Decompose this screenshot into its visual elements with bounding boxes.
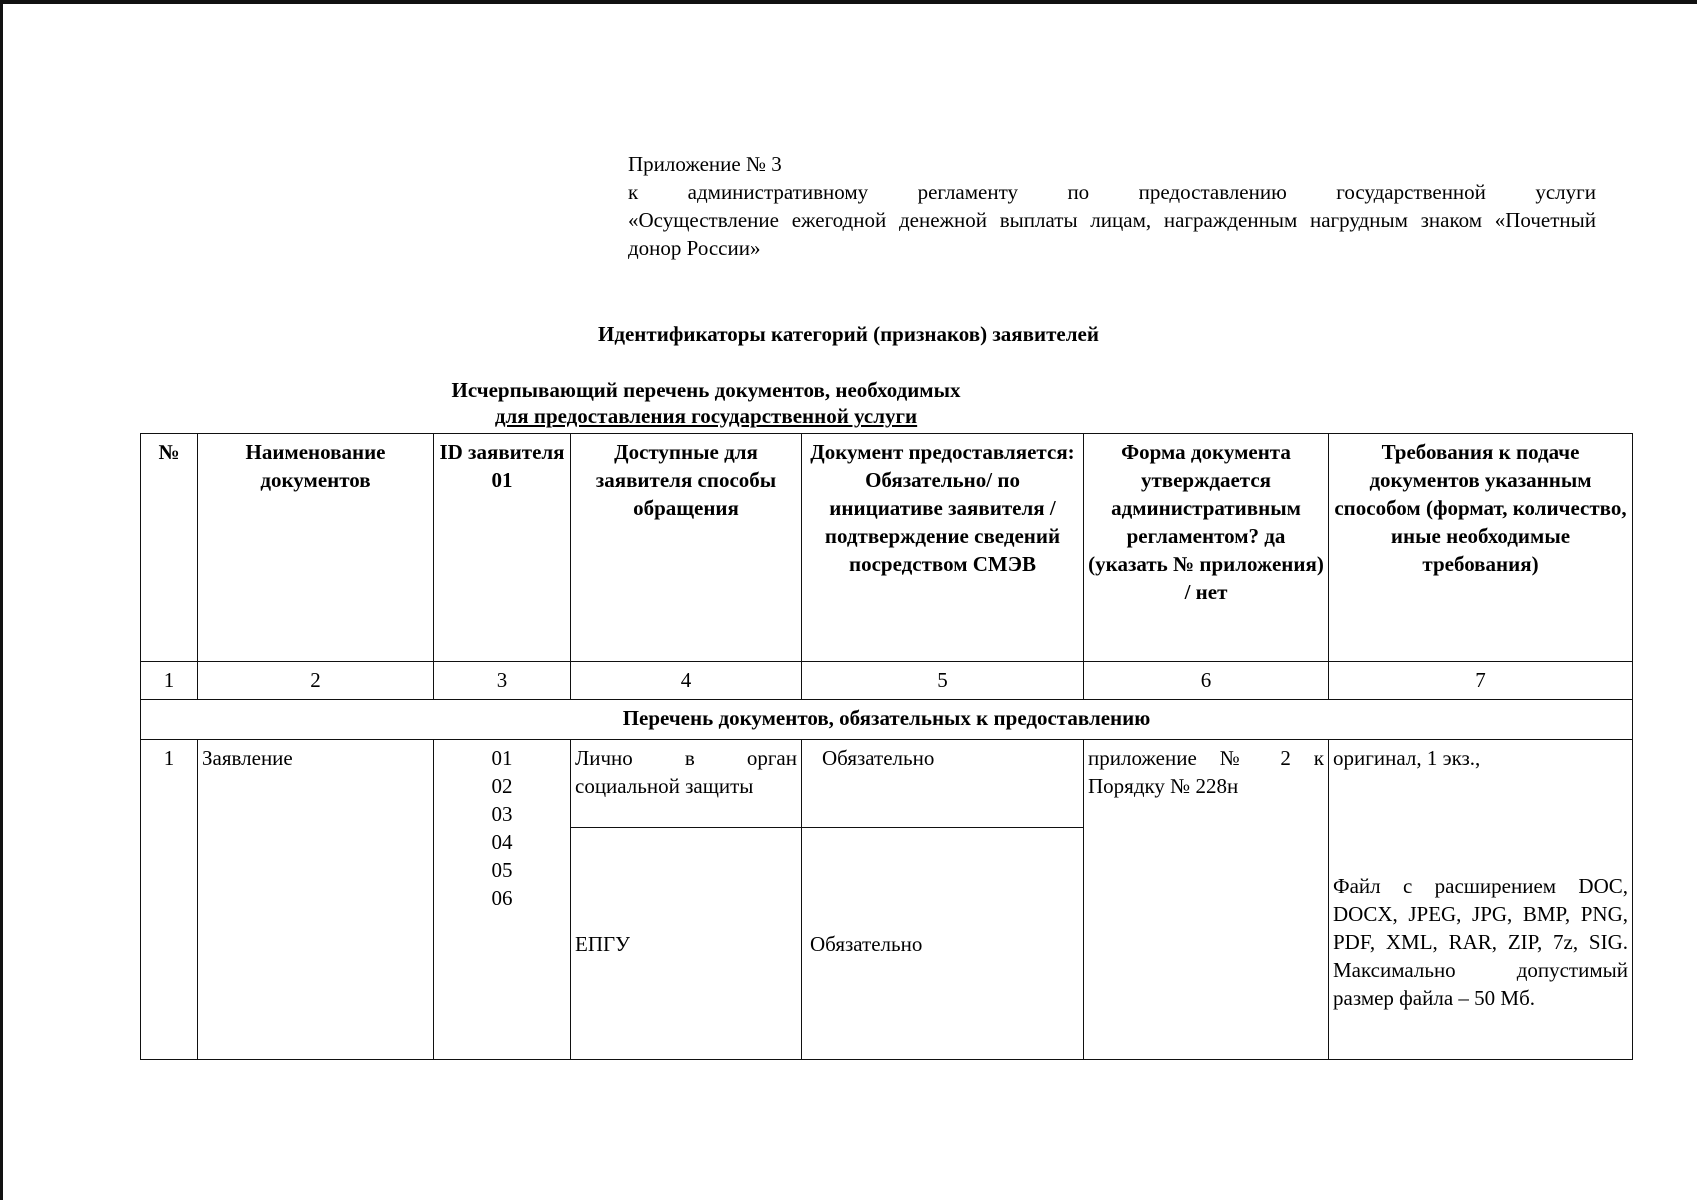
appendix-line-1: к административному регламенту по предоставлению государственной услуги xyxy=(628,180,1596,204)
applicant-id: 01 xyxy=(491,746,513,770)
row-form: приложение № 2 к Порядку № 228н xyxy=(1084,740,1329,1060)
row-requirements xyxy=(1329,740,1633,1060)
header-num: № xyxy=(141,434,198,662)
identifiers-heading: Идентификаторы категорий (признаков) заявителей xyxy=(598,322,1099,346)
applicant-id: 02 xyxy=(491,774,513,798)
scan-left-border xyxy=(0,0,3,1200)
header-id: ID заявителя 01 xyxy=(434,434,571,662)
appendix-line-3: донор России» xyxy=(628,236,761,260)
row-way-epgu: ЕПГУ xyxy=(571,828,802,1060)
table-row xyxy=(141,740,1633,828)
scan-top-border xyxy=(0,0,1697,4)
row-way-in-person: Лично в орган социальной защиты xyxy=(571,740,802,828)
list-heading-line-1: Исчерпывающий перечень документов, необходимых xyxy=(451,378,961,402)
applicant-id: 05 xyxy=(491,858,513,882)
header-requirements: Требования к подаче документов указанным способом (формат, количество, иные необходимые требования) xyxy=(1329,434,1633,662)
row-num: 1 xyxy=(141,740,198,1060)
header-row xyxy=(141,434,1633,662)
row-doc-name: Заявление xyxy=(198,740,434,1060)
appendix-block xyxy=(628,150,1596,262)
appendix-title: Приложение № 3 xyxy=(628,152,782,176)
column-number: 6 xyxy=(1084,662,1329,700)
column-number: 1 xyxy=(141,662,198,700)
column-number: 7 xyxy=(1329,662,1633,700)
column-number: 2 xyxy=(198,662,434,700)
row-provided-epgu: Обязательно xyxy=(802,828,1084,1060)
list-heading-line-2: для предоставления государственной услуги xyxy=(494,404,918,428)
requirement-file: Файл с расширением DOC, DOCX, JPEG, JPG, BMP, PNG, PDF, XML, RAR, ZIP, 7z, SIG. Максимально допустимый размер файла – 50 Мб. xyxy=(1333,874,1628,1010)
applicant-id: 03 xyxy=(491,802,513,826)
row-applicant-ids xyxy=(434,740,571,1060)
header-ways: Доступные для заявителя способы обращения xyxy=(571,434,802,662)
requirement-original: оригинал, 1 экз., xyxy=(1333,746,1481,770)
section-row xyxy=(141,700,1633,740)
applicant-id: 06 xyxy=(491,886,513,910)
row-provided-in-person: Обязательно xyxy=(802,740,1084,828)
appendix-line-2: «Осуществление ежегодной денежной выплаты лицам, награжденным нагрудным знаком «Почетный xyxy=(628,208,1596,232)
header-name: Наименование документов xyxy=(198,434,434,662)
column-number: 5 xyxy=(802,662,1084,700)
column-number-row xyxy=(141,662,1633,700)
documents-table xyxy=(140,433,1633,1060)
section-title: Перечень документов, обязательных к предоставлению xyxy=(141,700,1633,740)
header-provided: Документ предоставляется: Обязательно/ по инициативе заявителя /подтверждение сведений посредством СМЭВ xyxy=(802,434,1084,662)
header-form: Форма документа утверждается административным регламентом? да (указать № приложения) / нет xyxy=(1084,434,1329,662)
column-number: 3 xyxy=(434,662,571,700)
applicant-id: 04 xyxy=(491,830,513,854)
column-number: 4 xyxy=(571,662,802,700)
